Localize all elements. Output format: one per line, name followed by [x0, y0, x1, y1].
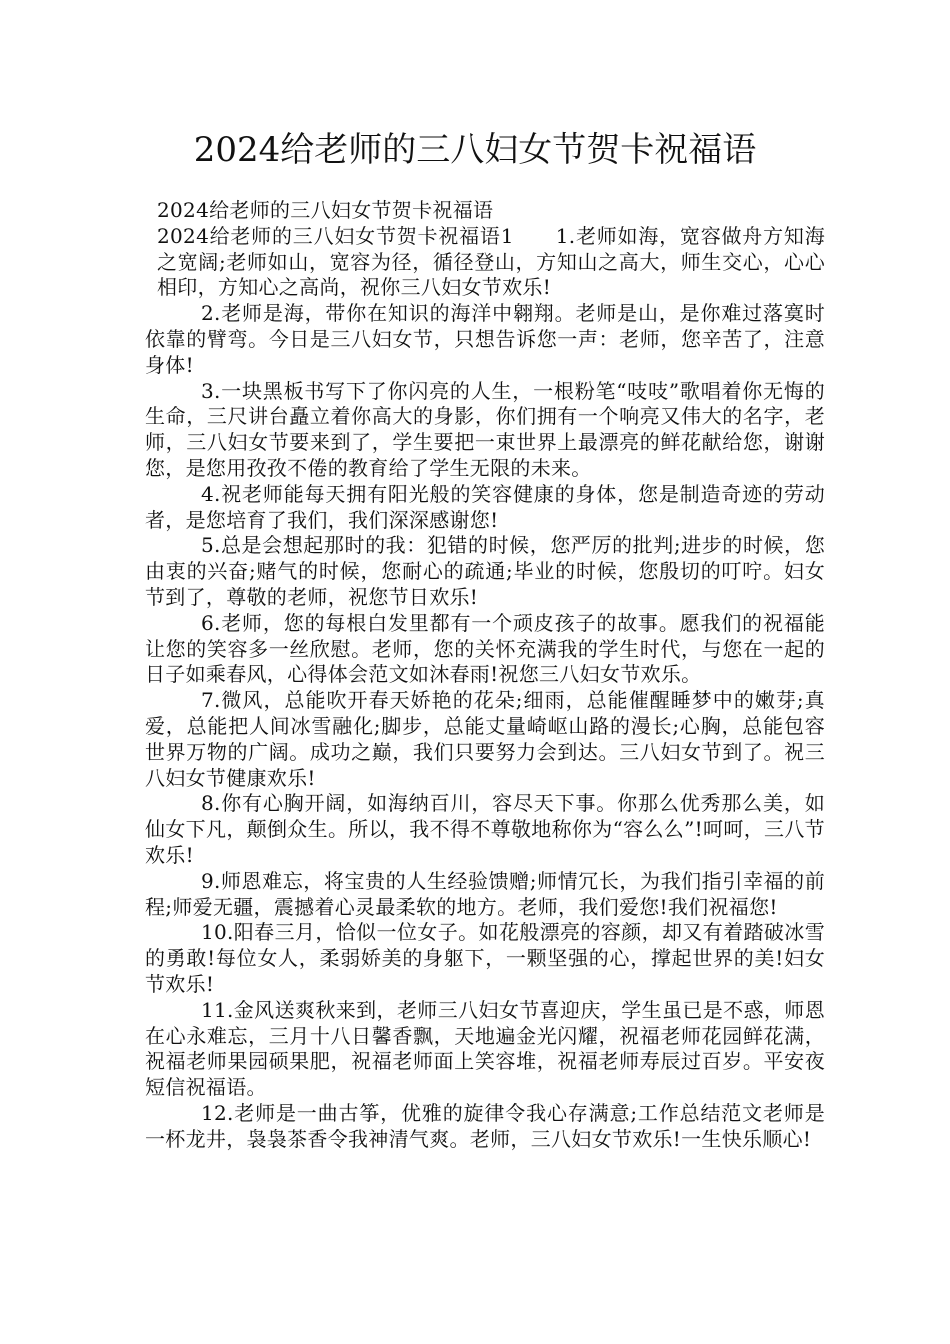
document-title: 2024给老师的三八妇女节贺卡祝福语 — [193, 130, 757, 170]
paragraph-3: 3.一块黑板书写下了你闪亮的人生，一根粉笔“吱吱”歌唱着你无悔的生命，三尺讲台矗立着你高大的身影，你们拥有一个响亮又伟大的名字，老师，三八妇女节要来到了，学生要把一束世界上最漂亮的鲜花献给您，谢谢您，是您用孜孜不倦的教育给了学生无限的未来。 — [145, 378, 825, 480]
paragraph-2: 2.老师是海，带你在知识的海洋中翱翔。老师是山，是你难过落寞时依靠的臂弯。今日是三八妇女节，只想告诉您一声：老师，您辛苦了，注意身体! — [145, 301, 825, 377]
paragraph-5: 5.总是会想起那时的我：犯错的时候，您严厉的批判;进步的时候，您由衷的兴奋;赌气的时候，您耐心的疏通;毕业的时候，您殷切的叮咛。妇女节到了，尊敬的老师，祝您节日欢乐! — [145, 533, 825, 609]
paragraph-1 — [145, 224, 825, 301]
paragraph-10: 10.阳春三月，恰似一位女子。如花般漂亮的容颜，却又有着踏破冰雪的勇敢!每位女人，柔弱娇美的身躯下，一颗坚强的心，撑起世界的美!妇女节欢乐! — [145, 920, 825, 996]
document-subtitle: 2024给老师的三八妇女节贺卡祝福语 — [157, 198, 494, 222]
section-heading: 2024给老师的三八妇女节贺卡祝福语1 — [157, 223, 514, 248]
paragraph-1-text: 1.老师如海，宽容做舟方知海之宽阔;老师如山，宽容为径，循径登山，方知山之高大，师生交心，心心相印，方知心之高尚，祝你三八妇女节欢乐! — [157, 223, 825, 300]
paragraph-9: 9.师恩难忘，将宝贵的人生经验馈赠;师情冗长，为我们指引幸福的前程;师爱无疆，震撼着心灵最柔软的地方。老师，我们爱您!我们祝福您! — [145, 868, 825, 919]
paragraph-8: 8.你有心胸开阔，如海纳百川，容尽天下事。你那么优秀那么美，如仙女下凡，颠倒众生。所以，我不得不尊敬地称你为“容么么”!呵呵，三八节欢乐! — [145, 791, 825, 867]
paragraph-7: 7.微风，总能吹开春天娇艳的花朵;细雨，总能催醒睡梦中的嫩芽;真爱，总能把人间冰雪融化;脚步，总能丈量崎岖山路的漫长;心胸，总能包容世界万物的广阔。成功之巅，我们只要努力会到达。三八妇女节到了。祝三八妇女节健康欢乐! — [145, 688, 825, 790]
paragraph-6: 6.老师，您的每根白发里都有一个顽皮孩子的故事。愿我们的祝福能让您的笑容多一丝欣慰。老师，您的关怀充满我的学生时代，与您在一起的日子如乘春风，心得体会范文如沐春雨!祝您三八妇女节欢乐。 — [145, 610, 825, 687]
document-body — [145, 198, 825, 1152]
paragraph-12: 12.老师是一曲古筝，优雅的旋律令我心存满意;工作总结范文老师是一杯龙井，袅袅茶香令我神清气爽。老师，三八妇女节欢乐!一生快乐顺心! — [145, 1100, 825, 1151]
paragraph-4: 4.祝老师能每天拥有阳光般的笑容健康的身体，您是制造奇迹的劳动者，是您培育了我们，我们深深感谢您! — [145, 481, 825, 532]
paragraph-11: 11.金风送爽秋来到，老师三八妇女节喜迎庆，学生虽已是不惑，师恩在心永难忘，三月十八日馨香飘，天地遍金光闪耀，祝福老师花园鲜花满，祝福老师果园硕果肥，祝福老师面上笑容堆，祝福老师寿辰过百岁。平安夜短信祝福语。 — [145, 997, 825, 1100]
